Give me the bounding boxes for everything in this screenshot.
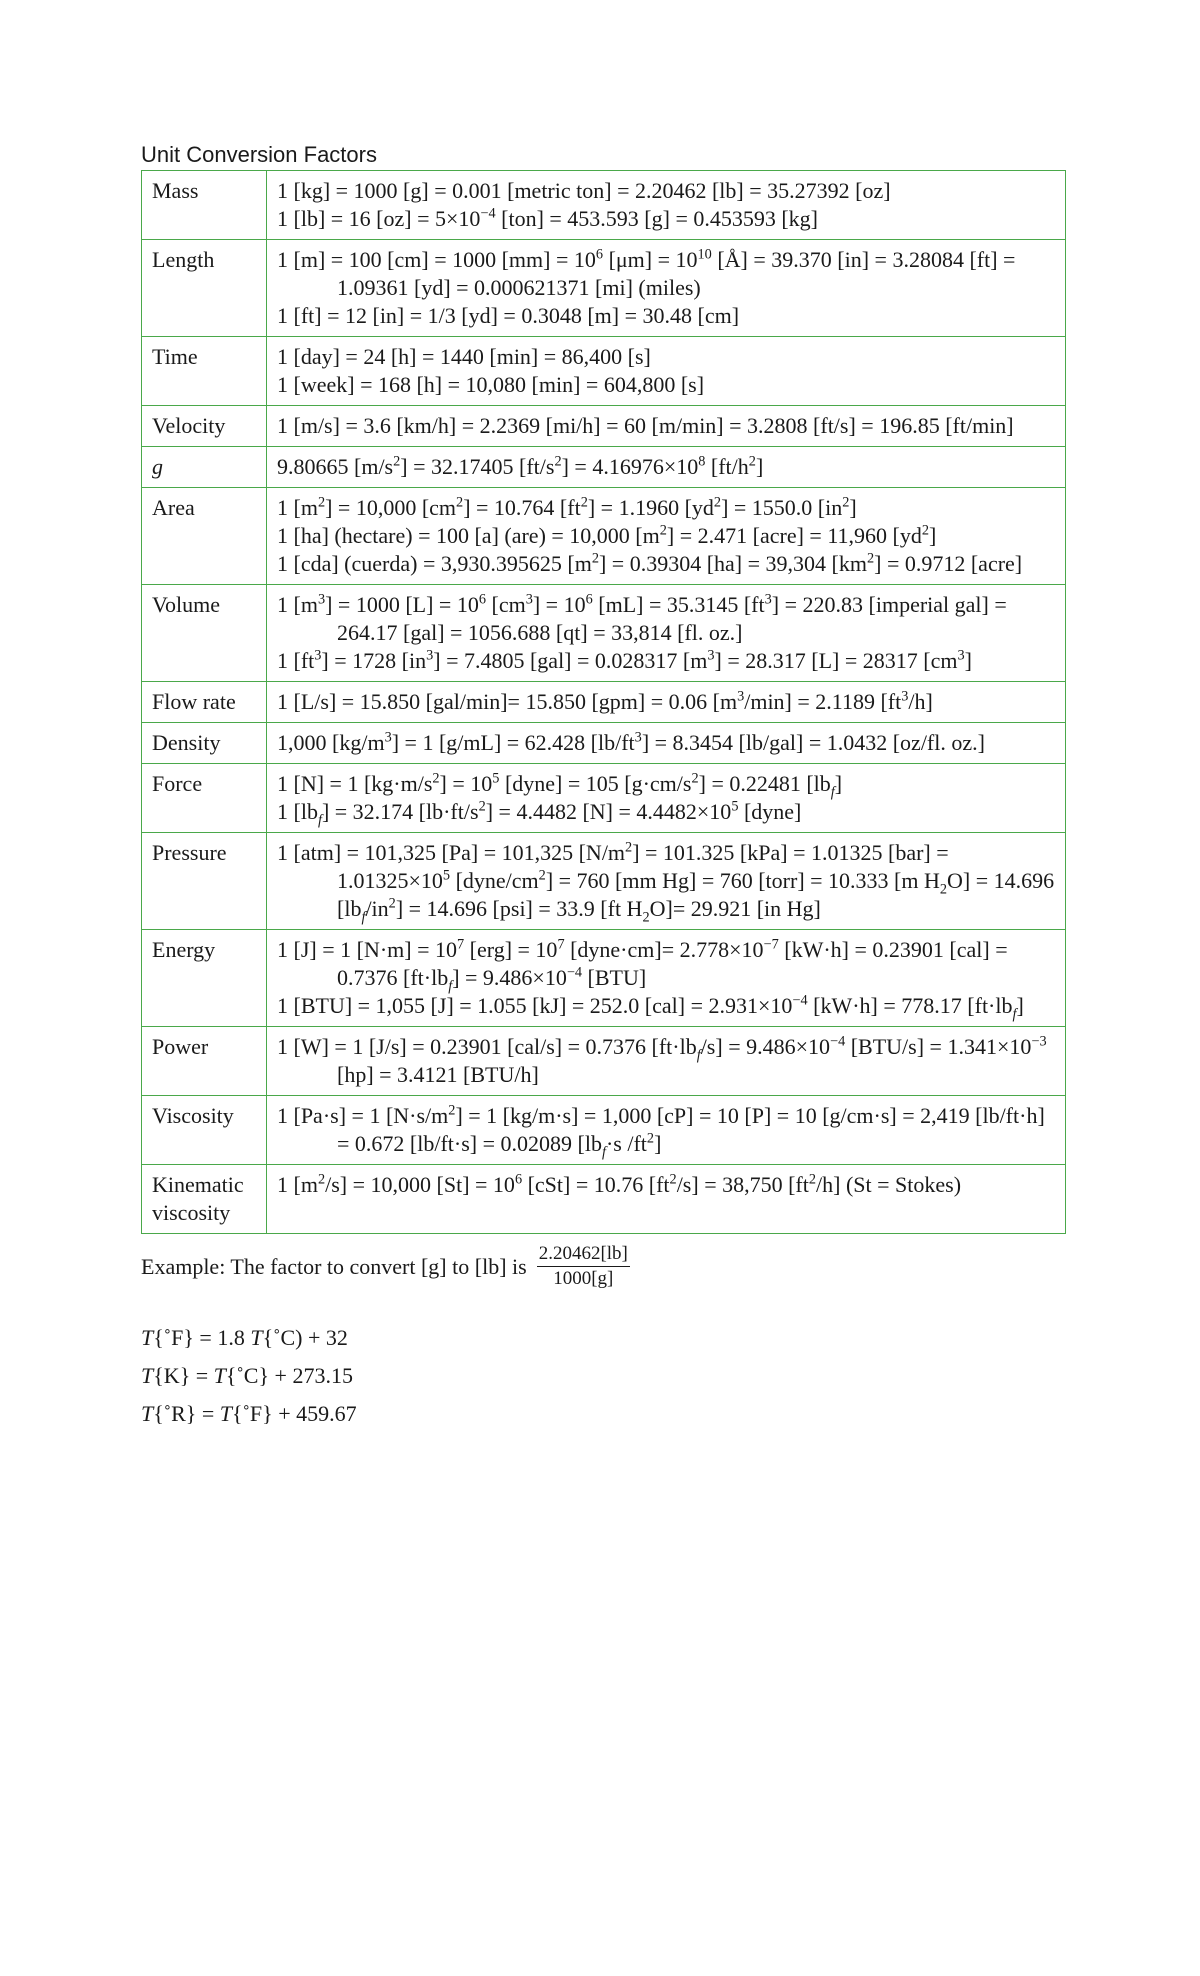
document-page bbox=[141, 142, 1066, 1433]
table-row bbox=[142, 337, 1066, 406]
quantity-cell: Viscosity bbox=[142, 1096, 267, 1165]
example-fraction bbox=[537, 1242, 630, 1291]
conversion-line: 1 [L/s] = 15.850 [gal/min]= 15.850 [gpm] = 0.06 $[m^3/\min] = 2.1189$ $[ft^3/h]$ bbox=[277, 688, 933, 714]
conversion-line: 1 [lb] = 16 $[oz] = 5\times 10^{-4}$ [ton] = 453.593 [g] = 0.453593 [kg] bbox=[277, 205, 819, 231]
example-line bbox=[141, 1242, 1066, 1291]
conversion-line: 1,000 $[kg/m^3] = 1$ [g/mL] = 62.428 $[lb/ft^3] = 8.3454$ [lb/gal] = 1.0432 [oz/fl. oz.] bbox=[277, 729, 985, 755]
fraction-denominator: 1000[g] bbox=[553, 1268, 614, 1289]
conversion-cell bbox=[267, 1096, 1066, 1165]
quantity-cell: Time bbox=[142, 337, 267, 406]
conversion-cell bbox=[267, 930, 1066, 1027]
table-row bbox=[142, 1165, 1066, 1234]
table-row bbox=[142, 447, 1066, 488]
conversion-line: 1 [atm] = 101,325 [Pa] = 101,325 $[N/m^2] = 101.325$ [kPa] = 1.01325 $[bar] = 1.01325\times 10^5$ $[dyne/cm^2] = 760$ [mm Hg] = 760 [torr] = 10.333 [m $H_2O] = 14.696$ $[lb_f/in^2] = 14.696$ [psi] = 33.9 [ft $H_2O]= 29.921$ [in Hg] bbox=[277, 839, 1055, 926]
formula-line: T{K} = T{˚C} + 273.15 bbox=[141, 1363, 353, 1388]
conversion-cell bbox=[267, 833, 1066, 930]
quantity-cell: Density bbox=[142, 723, 267, 764]
page-title: Unit Conversion Factors bbox=[141, 142, 377, 167]
table-row bbox=[142, 1027, 1066, 1096]
conversion-line: 1 [J] = 1 $[N\cdot m] = 10^7$ $[erg] = 10^7$ [dyne·cm]= $2.778\times 10^{-7}$ [kW·h] = 0.23901 [cal] = 0.7376 $[ft\cdot lb_f] = 9.486\times 10^{-4}$ [BTU] bbox=[277, 936, 1008, 995]
conversion-line: 1 $[lb_f] = 32.174$ $[lb\cdot ft/s^2] = 4.4482$ $[N] = 4.4482\times 10^5$ [dyne] bbox=[277, 798, 802, 829]
conversion-cell bbox=[267, 585, 1066, 682]
table-row bbox=[142, 682, 1066, 723]
conversion-line: 1 $[m^2/s] = 10,000$ $[St] = 10^6$ [cSt] = 10.76 $[ft^2/s] = 38,750$ $[ft^2/h] (St$ = Stokes) bbox=[277, 1171, 962, 1197]
conversion-cell bbox=[267, 406, 1066, 447]
table-row bbox=[142, 1096, 1066, 1165]
conversion-cell bbox=[267, 240, 1066, 337]
quantity-cell: Mass bbox=[142, 171, 267, 240]
fraction-numerator: 2.20462[lb] bbox=[537, 1242, 630, 1267]
conversion-line: 1 [BTU] = 1,055 [J] = 1.055 [kJ] = 252.0 $[cal] = 2.931\times 10^{-4}$ [kW·h] = 778.17 $[ft\cdot lb_f]$ bbox=[277, 992, 1024, 1023]
quantity-cell: Power bbox=[142, 1027, 267, 1096]
table-row bbox=[142, 930, 1066, 1027]
conversion-table bbox=[141, 170, 1066, 1234]
conversion-cell bbox=[267, 337, 1066, 406]
conversion-line: 1 [day] = 24 [h] = 1440 [min] = 86,400 [s] bbox=[277, 344, 651, 369]
table-row bbox=[142, 171, 1066, 240]
conversion-line: 1 [Pa·s] = 1 $[N\cdot s/m^2] = 1$ [kg/m·s] = 1,000 [cP] = 10 [P] = 10 [g/cm·s] = 2,419 [lb/ft·h] = 0.672 [lb/ft·s] = 0.02089 [$lb_f\cdot s$ $/ft^2$] bbox=[277, 1102, 1045, 1161]
example-text: Example: The factor to convert [g] to [lb] is bbox=[141, 1253, 527, 1279]
quantity-cell: Pressure bbox=[142, 833, 267, 930]
conversion-line: 1 [m/s] = 3.6 [km/h] = 2.2369 [mi/h] = 60 [m/min] = 3.2808 [ft/s] = 196.85 [ft/min] bbox=[277, 413, 1014, 438]
table-row bbox=[142, 723, 1066, 764]
conversion-cell bbox=[267, 488, 1066, 585]
table-row bbox=[142, 240, 1066, 337]
temperature-formulas bbox=[141, 1319, 1066, 1433]
conversion-line: 1 [N] = 1 $[kg\cdot m/s^2] = 10^5$ [dyne] = 105 $[g\cdot cm/s^2] = 0.22481$ $[lb_f]$ bbox=[277, 770, 843, 801]
table-row bbox=[142, 833, 1066, 930]
conversion-cell bbox=[267, 447, 1066, 488]
conversion-cell bbox=[267, 1165, 1066, 1234]
conversion-line: 1 [week] = 168 [h] = 10,080 [min] = 604,800 [s] bbox=[277, 372, 705, 397]
conversion-cell bbox=[267, 764, 1066, 833]
conversion-cell bbox=[267, 171, 1066, 240]
conversion-cell bbox=[267, 723, 1066, 764]
table-row bbox=[142, 764, 1066, 833]
table-row bbox=[142, 406, 1066, 447]
conversion-line: 9.80665 $[m/s^2] = 32.17405$ $[ft/s^2] = 4.16976\times 10^8$ $[ft/h^2]$ bbox=[277, 453, 764, 479]
conversion-cell bbox=[267, 682, 1066, 723]
conversion-line: 1 $[ft^3] = 1728$ $[in^3] = 7.4805$ [gal] = 0.028317 $[m^3] = 28.317$ [L] = 28317 $[cm^3]$ bbox=[277, 647, 972, 673]
quantity-cell: Length bbox=[142, 240, 267, 337]
table-row bbox=[142, 488, 1066, 585]
conversion-line: 1 [W] = 1 [J/s] = 0.23901 [cal/s] = 0.7376 $[ft\cdot lb_f/s] = 9.486\times 10^{-4}$ $[BTU/s] = 1.341\times 10^{-3}$ [hp] = 3.4121 [BTU/h] bbox=[277, 1033, 1047, 1087]
quantity-cell: Flow rate bbox=[142, 682, 267, 723]
table-row bbox=[142, 585, 1066, 682]
conversion-line: 1 $[m^2] = 10,000$ $[cm^2] = 10.764$ $[ft^2] = 1.1960$ $[yd^2] = 1550.0$ $[in^2]$ bbox=[277, 494, 857, 520]
formula-line: T{˚R} = T{˚F} + 459.67 bbox=[141, 1401, 357, 1426]
conversion-table-body bbox=[142, 171, 1066, 1234]
conversion-line: 1 $[m^3] = 1000$ $[L] = 10^6$ $[cm^3] = 10^6$ [mL] = 35.3145 $[ft^3] = 220.83$ [imperial gal] = 264.17 [gal] = 1056.688 [qt] = 33,814 [fl. oz.] bbox=[277, 591, 1007, 645]
quantity-cell: Velocity bbox=[142, 406, 267, 447]
quantity-cell: g bbox=[142, 447, 267, 488]
quantity-cell: Kinematic viscosity bbox=[142, 1165, 267, 1234]
quantity-cell: Force bbox=[142, 764, 267, 833]
conversion-line: 1 [cda] (cuerda) = 3,930.395625 $[m^2] = 0.39304$ [ha] = 39,304 $[km^2] = 0.9712$ [acre] bbox=[277, 550, 1023, 576]
quantity-cell: Area bbox=[142, 488, 267, 585]
formula-line: T{˚F} = 1.8 T{˚C) + 32 bbox=[141, 1325, 348, 1350]
conversion-line: 1 [ft] = 12 [in] = 1/3 [yd] = 0.3048 [m] = 30.48 [cm] bbox=[277, 303, 740, 328]
conversion-line: 1 [ha] (hectare) = 100 [a] (are) = 10,000 $[m^2] = 2.471$ [acre] = 11,960 $[yd^2]$ bbox=[277, 522, 937, 548]
quantity-cell: Energy bbox=[142, 930, 267, 1027]
conversion-line: 1 [kg] = 1000 [g] = 0.001 [metric ton] = 2.20462 [lb] = 35.27392 [oz] bbox=[277, 178, 891, 203]
quantity-cell: Volume bbox=[142, 585, 267, 682]
conversion-cell bbox=[267, 1027, 1066, 1096]
conversion-line: 1 [m] = 100 [cm] = 1000 $[mm] = 10^6$ $[\mu m] = 10^{10}$ [Å] = 39.370 [in] = 3.28084 [ft] = 1.09361 [yd] = 0.000621371 [mi] (miles) bbox=[277, 246, 1016, 300]
